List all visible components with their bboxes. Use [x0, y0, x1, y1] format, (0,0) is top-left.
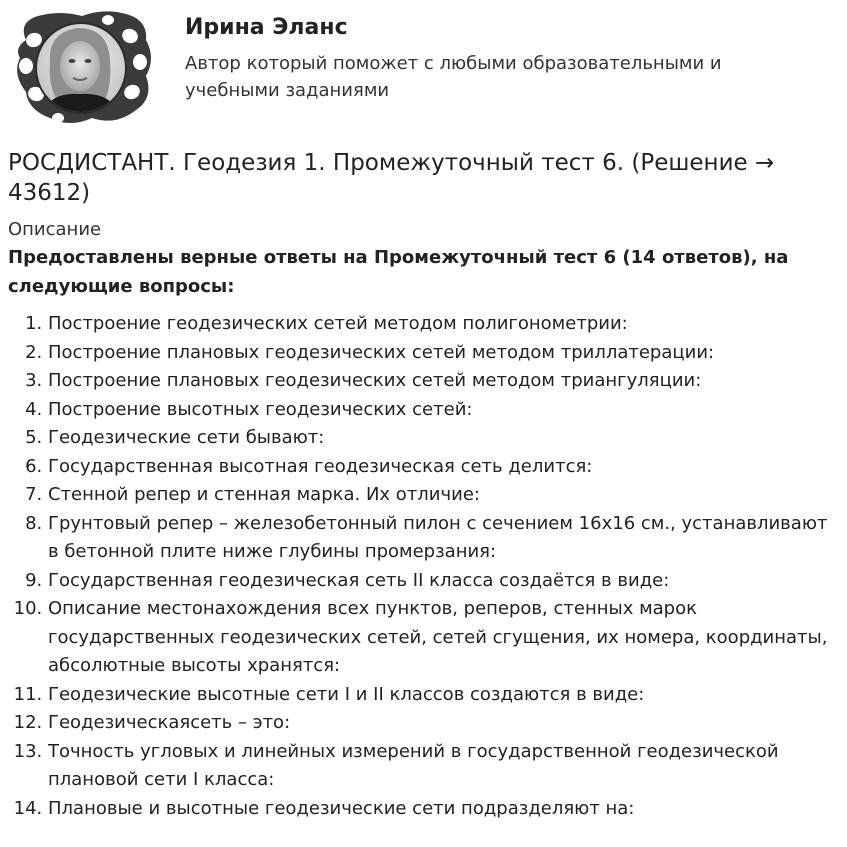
- question-item: 1. Построение геодезических сетей методом полигонометрии:: [48, 310, 839, 339]
- question-item: 2. Построение плановых геодезических сетей методом триллатерации:: [48, 339, 839, 368]
- question-item: 9. Государственная геодезическая сеть II класса создаётся в виде:: [48, 567, 839, 596]
- author-header: [8, 6, 839, 128]
- question-item: 11. Геодезические высотные сети I и II классов создаются в виде:: [48, 681, 839, 710]
- question-item: 5. Геодезические сети бывают:: [48, 424, 839, 453]
- description-label: Описание: [8, 219, 102, 240]
- question-item: 12. Геодезическаясеть – это:: [48, 709, 839, 738]
- author-avatar[interactable]: [8, 6, 156, 128]
- question-item: 3. Построение плановых геодезических сетей методом триангуляции:: [48, 367, 839, 396]
- film-reel-avatar-icon: [8, 6, 156, 128]
- page-title: РОСДИСТАНТ. Геодезия 1. Промежуточный тест 6. (Решение → 43612): [8, 150, 775, 206]
- question-item: 6. Государственная высотная геодезическая сеть делится:: [48, 453, 839, 482]
- question-item: 13. Точность угловых и линейных измерений в государственной геодезической плановой сети I класса:: [48, 738, 839, 795]
- question-item: 7. Стенной репер и стенная марка. Их отличие:: [48, 481, 839, 510]
- question-item: 4. Построение высотных геодезических сетей:: [48, 396, 839, 425]
- author-description: Автор который поможет с любыми образовательными и учебными заданиями: [185, 53, 722, 101]
- description-intro: Предоставлены верные ответы на Промежуточный тест 6 (14 ответов), на следующие вопросы:: [8, 247, 789, 297]
- question-item: 10. Описание местонахождения всех пунктов, реперов, стенных марок государственных геодезических сетей, сетей сгущения, их номера, координаты, абсолютные высоты хранятся:: [48, 595, 839, 681]
- question-item: 8. Грунтовый репер – железобетонный пилон с сечением 16х16 см., устанавливают в бетонной плите ниже глубины промерзания:: [48, 510, 839, 567]
- author-name[interactable]: Ирина Эланс: [185, 15, 348, 40]
- question-list: [8, 310, 839, 823]
- question-item: 14. Плановые и высотные геодезические сети подразделяют на:: [48, 795, 839, 824]
